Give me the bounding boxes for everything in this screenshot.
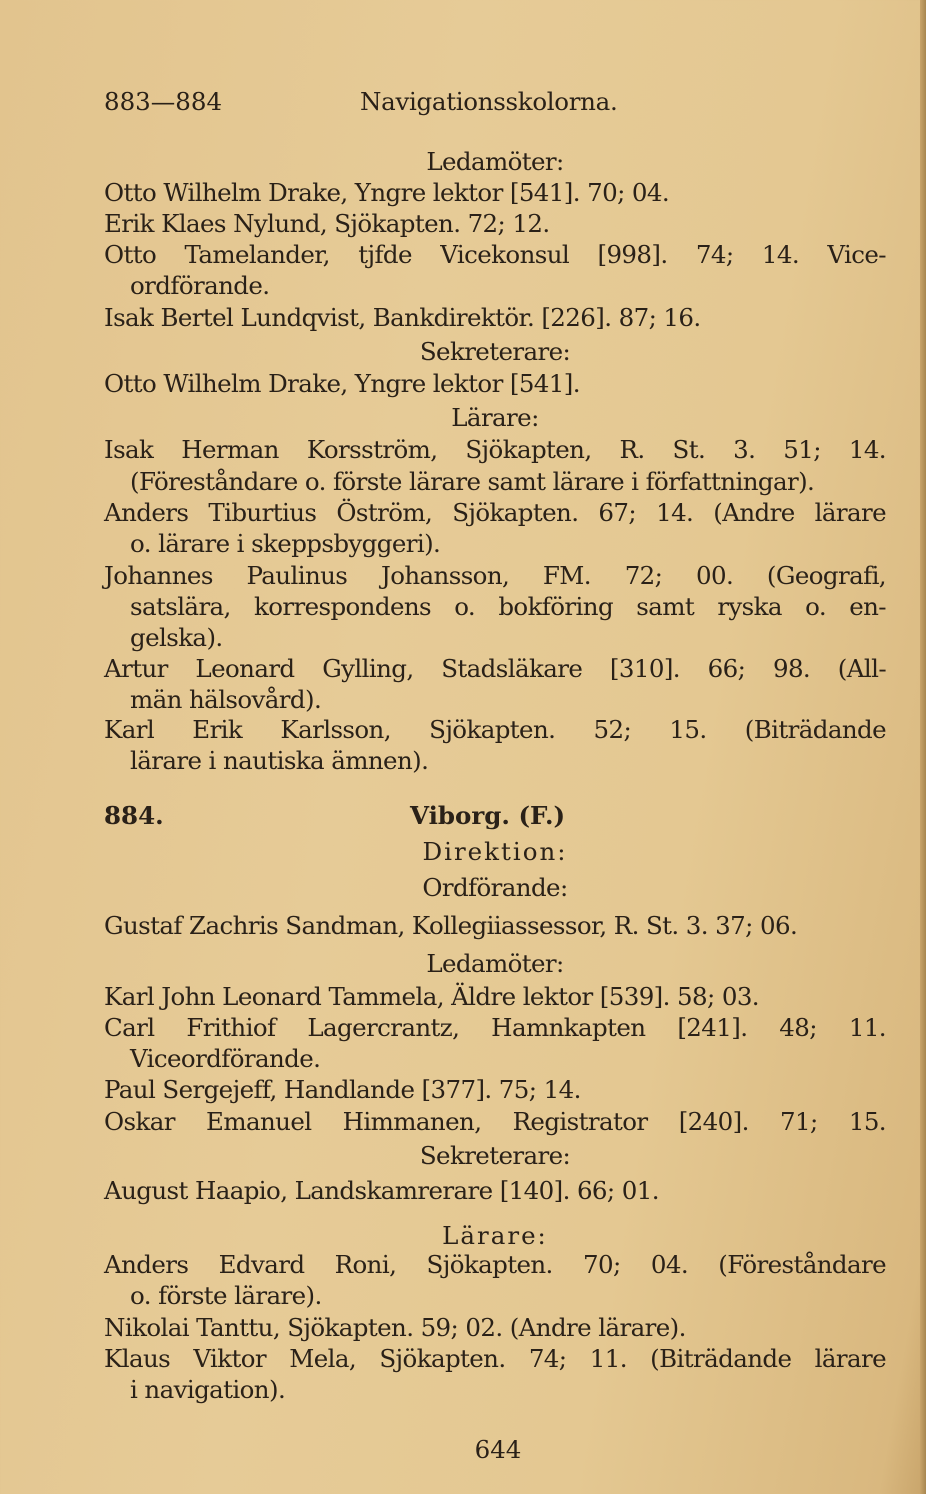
page-edge [920,0,926,1494]
member-entry: Karl John Leonard Tammela, Äldre lektor [539]. 58; 03. [104,982,760,1011]
member-entry: Otto Tamelander, tjfde Vicekonsul [998]. 74; 14. Vice- [104,240,886,269]
teacher-entry-continuation: gelska). [130,623,223,652]
teacher-entry-continuation: män hälsovård). [130,685,322,714]
section-heading-larare: Lärare: [442,1221,548,1250]
member-entry: Paul Sergejeff, Handlande [377]. 75; 14. [104,1075,581,1104]
section-title [410,800,565,832]
section-heading-larare: Lärare: [451,403,539,432]
member-entry: Oskar Emanuel Himmanen, Registrator [240]. 71; 15. [104,1107,886,1136]
teacher-entry: Artur Leonard Gylling, Stadsläkare [310]. 66; 98. (All- [104,654,886,683]
section-heading-ledamoter: Ledamöter: [426,949,564,978]
section-heading-ordforande: Ordförande: [422,873,568,902]
chairman-entry: Gustaf Zachris Sandman, Kollegiiassessor, R. St. 3. 37; 06. [104,911,798,940]
member-entry: Isak Bertel Lundqvist, Bankdirektör. [226]. 87; 16. [104,303,701,332]
teacher-entry-continuation: lärare i nautiska ämnen). [130,746,429,775]
section-heading-direktion: Direktion: [422,837,568,866]
teacher-entry-continuation: (Föreståndare o. förste lärare samt lärare i författningar). [130,467,815,496]
running-title: Navigationsskolorna. [360,87,618,116]
teacher-entry-continuation: satslära, korrespondens o. bokföring samt ryska o. en- [130,592,886,621]
teacher-entry: Nikolai Tanttu, Sjökapten. 59; 02. (Andre lärare). [104,1313,686,1342]
section-heading-sekreterare: Sekreterare: [419,1141,571,1170]
teacher-entry-continuation: o. lärare i skeppsbyggeri). [130,529,441,558]
teacher-entry: Karl Erik Karlsson, Sjökapten. 52; 15. (Biträdande [104,715,886,744]
member-entry-continuation: ordförande. [130,271,270,300]
teacher-entry: Klaus Viktor Mela, Sjökapten. 74; 11. (Biträdande lärare [104,1344,886,1373]
teacher-entry-continuation: i navigation). [130,1375,286,1404]
page-number: 644 [474,1435,522,1464]
section-title-text: Viborg. (F.) [410,801,566,830]
member-entry: Otto Wilhelm Drake, Yngre lektor [541]. 70; 04. [104,178,670,207]
secretary-entry: Otto Wilhelm Drake, Yngre lektor [541]. [104,369,580,398]
teacher-entry: Anders Tiburtius Öström, Sjökapten. 67; 14. (Andre lärare [104,498,886,527]
teacher-entry: Isak Herman Korsström, Sjökapten, R. St. 3. 51; 14. [104,435,886,464]
member-entry: Erik Klaes Nylund, Sjökapten. 72; 12. [104,209,550,238]
member-entry: Carl Frithiof Lagercrantz, Hamnkapten [241]. 48; 11. [104,1013,886,1042]
section-number: 884. [104,801,164,830]
member-entry-continuation: Viceordförande. [130,1044,321,1073]
teacher-entry-continuation: o. förste lärare). [130,1281,322,1310]
section-heading-ledamoter: Ledamöter: [426,147,564,176]
page-range: 883—884 [104,87,223,116]
teacher-entry: Johannes Paulinus Johansson, FM. 72; 00. (Geografi, [104,561,886,590]
secretary-entry: August Haapio, Landskamrerare [140]. 66; 01. [104,1176,659,1205]
section-heading-sekreterare: Sekreterare: [419,337,571,366]
teacher-entry: Anders Edvard Roni, Sjökapten. 70; 04. (Föreståndare [104,1250,886,1279]
